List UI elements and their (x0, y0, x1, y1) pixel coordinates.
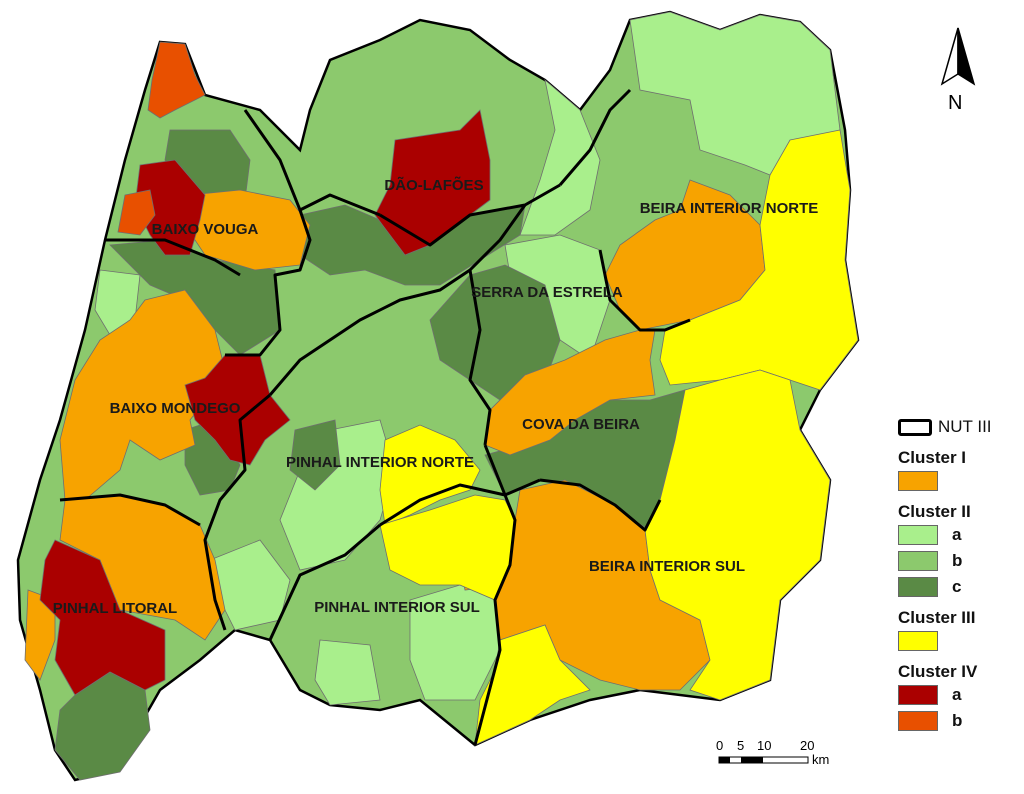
region-label: BAIXO MONDEGO (109, 400, 241, 417)
cluster-item-label: b (952, 711, 963, 730)
region-label: DÃO-LAFÕES (384, 177, 484, 194)
region-label: BEIRA INTERIOR NORTE (639, 200, 819, 217)
cluster-swatch (898, 577, 938, 597)
cluster-swatch (898, 631, 938, 651)
legend-item (898, 574, 1018, 600)
legend-item (898, 548, 1018, 574)
cluster-item-label: c (952, 577, 962, 596)
scale-tick-label: 0 (716, 738, 724, 753)
legend-item (898, 708, 1018, 734)
scale-bar (716, 738, 836, 772)
legend (898, 414, 1018, 734)
region-label: PINHAL INTERIOR SUL (314, 599, 480, 616)
cluster-swatch (898, 471, 938, 491)
scale-tick-label: 10 (757, 738, 772, 753)
region-label: PINHAL LITORAL (52, 600, 178, 617)
cluster-item-label: a (952, 685, 962, 704)
cluster-title: Cluster IV (898, 662, 978, 681)
cluster-item-label: b (952, 551, 963, 570)
cluster-item-label: a (952, 525, 962, 544)
cluster-title: Cluster II (898, 502, 971, 521)
cluster-2a-area (315, 640, 380, 705)
cluster-title: Cluster III (898, 608, 976, 627)
scale-bar-graphic (718, 755, 810, 765)
scale-unit: km (812, 752, 830, 767)
legend-item (898, 682, 1018, 708)
region-label: BEIRA INTERIOR SUL (588, 558, 746, 575)
region-label: SERRA DA ESTRELA (471, 284, 623, 301)
region-label: COVA DA BEIRA (522, 416, 640, 433)
north-label: N (948, 92, 963, 114)
legend-item (898, 522, 1018, 548)
cluster-swatch (898, 685, 938, 705)
scale-tick-label: 5 (737, 738, 745, 753)
cluster-swatch (898, 525, 938, 545)
scale-tick-label: 20 (800, 738, 815, 753)
cluster-swatch (898, 711, 938, 731)
nut-swatch (898, 419, 932, 436)
legend-nut-row (898, 414, 1018, 440)
legend-item (898, 468, 1018, 494)
region-label: PINHAL INTERIOR NORTE (285, 454, 475, 471)
legend-item (898, 628, 1018, 654)
cluster-swatch (898, 551, 938, 571)
nut-label: NUT III (938, 417, 992, 436)
region-label: BAIXO VOUGA (151, 221, 259, 238)
cluster-title: Cluster I (898, 448, 967, 467)
